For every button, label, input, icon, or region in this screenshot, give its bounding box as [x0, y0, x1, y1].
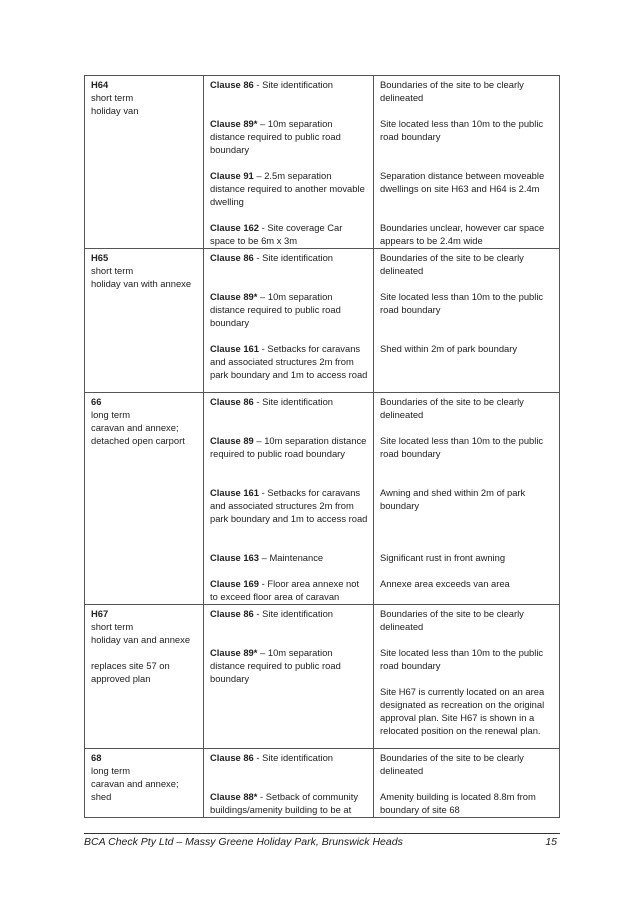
- clause-name: Clause 88*: [210, 791, 258, 802]
- clause-text: Site identification: [262, 252, 334, 263]
- table-row: [85, 76, 560, 249]
- clause-separator: -: [253, 608, 263, 619]
- clause-name: Clause 89*: [210, 291, 258, 302]
- clause-item: [210, 251, 368, 290]
- clause-item: [210, 395, 368, 434]
- clause-text: Setbacks for caravans and associated structures 2m from park boundary and 1m to access road: [210, 487, 368, 524]
- site-cell: [85, 605, 204, 749]
- clause-name: Clause 86: [210, 79, 254, 90]
- clause-text: Setback of community buildings/amenity building to be at: [210, 791, 359, 815]
- table-row: [85, 393, 560, 605]
- site-desc: shed: [91, 791, 112, 802]
- clause-item: [210, 169, 368, 221]
- finding-text: Separation distance between moveable dwellings on site H63 and H64 is 2.4m: [380, 170, 545, 194]
- clause-item: [210, 551, 368, 577]
- finding-cell: [374, 393, 560, 605]
- footer-divider: [84, 833, 560, 834]
- clause-text: Site identification: [262, 752, 334, 763]
- clause-item: [210, 434, 368, 486]
- clause-separator: –: [253, 435, 265, 446]
- site-desc: long term: [91, 765, 131, 776]
- finding-text: Site H67 is currently located on an area designated as recreation on the original approval plan. Site H67 is shown in a relocated position on the renewal plan.: [380, 686, 545, 736]
- page-number: 15: [545, 836, 557, 848]
- finding-text: Boundaries of the site to be clearly delineated: [380, 396, 524, 420]
- clause-text: 10m separation distance required to public road boundary: [210, 435, 367, 459]
- clause-text: 2.5m separation distance required to another movable dwelling: [210, 170, 365, 207]
- clause-name: Clause 86: [210, 396, 254, 407]
- clause-name: Clause 162: [210, 222, 259, 233]
- finding-text: Boundaries of the site to be clearly delineated: [380, 79, 524, 103]
- finding-text: Site located less than 10m to the public road boundary: [380, 118, 544, 142]
- clause-name: Clause 161: [210, 487, 259, 498]
- finding-text: Shed within 2m of park boundary: [380, 343, 518, 354]
- site-desc: holiday van: [91, 105, 139, 116]
- finding-cell: [374, 249, 560, 393]
- clause-item: [210, 646, 368, 685]
- clause-separator: -: [253, 252, 263, 263]
- clause-name: Clause 89: [210, 435, 254, 446]
- clause-text: Site identification: [262, 396, 334, 407]
- table-row: [85, 605, 560, 749]
- clause-separator: –: [259, 552, 270, 563]
- clause-name: Clause 163: [210, 552, 259, 563]
- clause-separator: -: [253, 752, 263, 763]
- clause-item: [210, 607, 368, 646]
- clause-separator: -: [257, 791, 266, 802]
- clause-name: Clause 86: [210, 252, 254, 263]
- site-desc: holiday van with annexe: [91, 278, 192, 289]
- clause-separator: -: [253, 79, 263, 90]
- finding-text: Awning and shed within 2m of park boundary: [380, 487, 526, 511]
- clause-text: 10m separation distance required to public road boundary: [210, 118, 341, 155]
- finding-text: Significant rust in front awning: [380, 552, 506, 563]
- clause-separator: -: [259, 343, 268, 354]
- clause-name: Clause 86: [210, 752, 254, 763]
- clause-text: 10m separation distance required to public road boundary: [210, 647, 341, 684]
- clause-separator: –: [257, 118, 268, 129]
- clause-cell: [204, 249, 374, 393]
- footer-text: BCA Check Pty Ltd – Massy Greene Holiday Park, Brunswick Heads: [84, 836, 403, 848]
- clause-text: Site coverage Car space to be 6m x 3m: [210, 222, 343, 246]
- clause-cell: [204, 749, 374, 818]
- clause-item: [210, 790, 368, 816]
- clause-item: [210, 117, 368, 169]
- finding-cell: [374, 76, 560, 249]
- finding-text: Boundaries of the site to be clearly delineated: [380, 752, 524, 776]
- clause-item: [210, 486, 368, 551]
- site-cell: [85, 749, 204, 818]
- finding-text: Annexe area exceeds van area: [380, 578, 510, 589]
- clause-separator: –: [257, 291, 268, 302]
- finding-text: Boundaries of the site to be clearly delineated: [380, 252, 524, 276]
- finding-text: Boundaries unclear, however car space appears to be 2.4m wide: [380, 222, 545, 246]
- clause-name: Clause 89*: [210, 118, 258, 129]
- site-desc: caravan and annexe;: [91, 422, 179, 433]
- site-id: H65: [91, 252, 109, 263]
- site-cell: [85, 393, 204, 605]
- finding-cell: [374, 605, 560, 749]
- site-cell: [85, 76, 204, 249]
- clause-item: [210, 751, 368, 790]
- clause-item: [210, 342, 368, 381]
- clause-item: [210, 221, 368, 247]
- clause-cell: [204, 605, 374, 749]
- clause-text: Site identification: [262, 79, 334, 90]
- clause-text: Maintenance: [269, 552, 324, 563]
- clause-separator: -: [259, 578, 268, 589]
- table-row: [85, 249, 560, 393]
- site-desc: short term: [91, 92, 134, 103]
- finding-text: Site located less than 10m to the public road boundary: [380, 435, 544, 459]
- site-cell: [85, 249, 204, 393]
- clause-separator: –: [253, 170, 265, 181]
- site-desc: short term: [91, 265, 134, 276]
- clause-text: Setbacks for caravans and associated structures 2m from park boundary and 1m to access road: [210, 343, 368, 380]
- clause-text: Site identification: [262, 608, 334, 619]
- clause-item: [210, 290, 368, 342]
- site-id: H67: [91, 608, 109, 619]
- clause-item: [210, 577, 368, 603]
- site-desc: caravan and annexe;: [91, 778, 179, 789]
- site-desc: short term: [91, 621, 134, 632]
- finding-text: Site located less than 10m to the public road boundary: [380, 291, 544, 315]
- clause-name: Clause 169: [210, 578, 259, 589]
- compliance-table: [84, 75, 560, 818]
- finding-text: Boundaries of the site to be clearly delineated: [380, 608, 524, 632]
- clause-name: Clause 89*: [210, 647, 258, 658]
- clause-separator: –: [257, 647, 268, 658]
- site-note: replaces site 57 on approved plan: [91, 660, 170, 684]
- clause-name: Clause 86: [210, 608, 254, 619]
- finding-text: Amenity building is located 8.8m from boundary of site 68: [380, 791, 536, 815]
- finding-text: Site located less than 10m to the public road boundary: [380, 647, 544, 671]
- site-desc: detached open carport: [91, 435, 185, 446]
- site-id: 68: [91, 752, 102, 763]
- clause-cell: [204, 76, 374, 249]
- site-id: 66: [91, 396, 102, 407]
- clause-name: Clause 161: [210, 343, 259, 354]
- clause-cell: [204, 393, 374, 605]
- site-desc: holiday van and annexe: [91, 634, 191, 645]
- clause-separator: -: [253, 396, 263, 407]
- clause-text: Floor area annexe not to exceed floor area of caravan: [210, 578, 360, 602]
- clause-item: [210, 78, 368, 117]
- clause-name: Clause 91: [210, 170, 254, 181]
- clause-text: 10m separation distance required to public road boundary: [210, 291, 341, 328]
- table-row: [85, 749, 560, 818]
- clause-separator: -: [259, 487, 268, 498]
- clause-separator: -: [259, 222, 268, 233]
- site-desc: long term: [91, 409, 131, 420]
- finding-cell: [374, 749, 560, 818]
- site-id: H64: [91, 79, 109, 90]
